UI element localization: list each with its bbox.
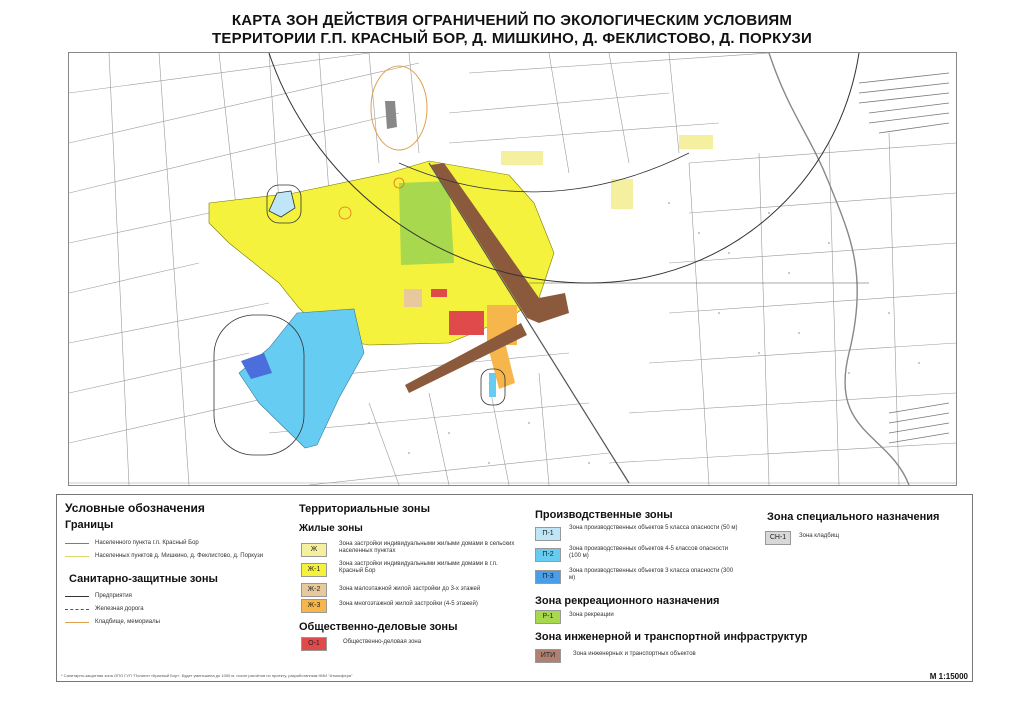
zone-zh-patch-1 [501, 151, 543, 165]
zone-r1-recreation [399, 181, 454, 265]
zone-zh-patch-3 [611, 179, 633, 209]
border-line-villages [65, 556, 89, 557]
swatch-p1: П-1 [535, 527, 561, 541]
zone-zh2-lowrise [404, 289, 422, 307]
infrastructure-heading: Зона инженерной и транспортной инфраструктур [535, 631, 808, 643]
recreation-text-1: Зона рекреации [569, 612, 614, 618]
sanitary-text-1: Предприятия [95, 593, 132, 599]
swatch-p2: П-2 [535, 548, 561, 562]
residential-text-1: Зона застройки индивидуальными жилыми домами в сельских населенных пунктах [339, 541, 515, 554]
sanitary-line-cemetery [65, 622, 89, 623]
zone-o1-public-1 [449, 311, 484, 335]
map-scale: М 1:15000 [929, 672, 968, 681]
special-heading: Зона специального назначения [767, 511, 940, 523]
residential-heading: Жилые зоны [299, 523, 363, 534]
swatch-o1: О-1 [301, 637, 327, 651]
cemetery-protection-zone [371, 66, 427, 150]
swatch-zh3: Ж-3 [301, 599, 327, 613]
sanitary-heading: Санитарно-защитные зоны [69, 573, 218, 585]
sanitary-text-2: Железная дорога [95, 606, 144, 612]
building-gray [385, 101, 397, 129]
production-text-1: Зона производственных объектов 5 класса опасности (50 м) [569, 525, 738, 531]
footnote: * Санитарно-защитная зона ОПО ГУП "Полигон «Красный Бор». Будет уменьшена до 1000 м. после расчётов по проекту, разработанным НИИ "Атмосфера" [61, 673, 353, 678]
swatch-p3: П-3 [535, 570, 561, 584]
territorial-heading: Территориальные зоны [299, 503, 430, 515]
border-text-1: Населенного пункта г.п. Красный Бор [95, 540, 199, 546]
residential-text-2: Зона застройки индивидуальными жилыми домами в г.п. Красный Бор [339, 561, 498, 574]
sanitary-text-3: Кладбище, мемориалы [95, 619, 160, 625]
borders-heading: Границы [65, 519, 114, 531]
border-text-2: Населенных пунктов д. Мишкино, д. Феклистово, д. Поркузи [95, 553, 264, 559]
map-canvas [69, 53, 956, 485]
zone-o1-public-2 [431, 289, 447, 297]
zone-p1-production-south [489, 373, 496, 397]
public-heading: Общественно-деловые зоны [299, 621, 458, 633]
map-title-line2: ТЕРРИТОРИИ Г.П. КРАСНЫЙ БОР, Д. МИШКИНО, Д. ФЕКЛИСТОВО, Д. ПОРКУЗИ [212, 30, 812, 47]
legend-title: Условные обозначения [65, 501, 205, 515]
residential-text-3: Зона малоэтажной жилой застройки до 3-х этажей [339, 586, 481, 592]
sanitary-line-enterprise [65, 596, 89, 597]
production-text-3: Зона производственных объектов 3 класса опасности (300 м) [569, 568, 734, 581]
zone-zh-patch-2 [679, 135, 713, 149]
swatch-sn1: СН-1 [765, 531, 791, 545]
swatch-iti: ИТИ [535, 649, 561, 663]
public-text-1: Общественно-деловая зона [343, 639, 422, 645]
sanitary-line-railway [65, 609, 89, 610]
river-line [769, 53, 909, 485]
swatch-zh: Ж [301, 543, 327, 557]
infrastructure-text-1: Зона инженерных и транспортных объектов [573, 651, 696, 657]
recreation-heading: Зона рекреационного назначения [535, 595, 720, 607]
production-heading: Производственные зоны [535, 509, 673, 521]
legend-panel [56, 494, 973, 682]
residential-text-4: Зона многоэтажной жилой застройки (4-5 этажей) [339, 601, 478, 607]
swatch-zh2: Ж-2 [301, 583, 327, 597]
settlement-northeast [859, 73, 949, 443]
zone-p2-production [239, 309, 364, 448]
special-text-1: Зона кладбищ [799, 533, 840, 539]
production-text-2: Зона производственных объектов 4-5 классов опасности (100 м) [569, 546, 728, 559]
swatch-zh1: Ж-1 [301, 563, 327, 577]
zoning-map[interactable] [68, 52, 957, 486]
border-line-krasny-bor [65, 543, 89, 544]
map-title-line1: КАРТА ЗОН ДЕЙСТВИЯ ОГРАНИЧЕНИЙ ПО ЭКОЛОГИЧЕСКИМ УСЛОВИЯМ [231, 12, 793, 29]
swatch-r1: Р-1 [535, 610, 561, 624]
